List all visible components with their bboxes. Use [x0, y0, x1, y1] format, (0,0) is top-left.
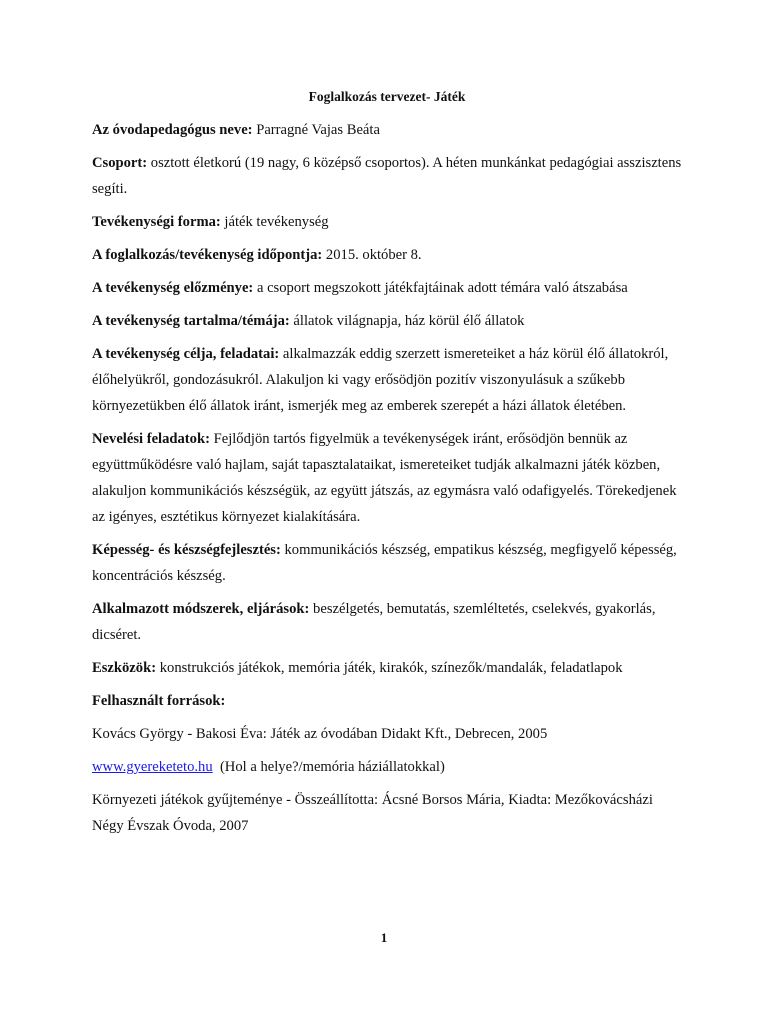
source-reference-1: Kovács György - Bakosi Éva: Játék az óvodában Didakt Kft., Debrecen, 2005: [92, 726, 548, 742]
field-methods: [92, 596, 682, 648]
field-label: A foglalkozás/tevékenység időpontja:: [92, 247, 323, 263]
page-number: 1: [380, 930, 388, 945]
field-label: Tevékenységi forma:: [92, 214, 221, 230]
field-antecedent: [92, 275, 682, 301]
field-label: A tevékenység célja, feladatai:: [92, 346, 280, 362]
field-value: Fejlődjön tartós figyelmük a tevékenységek iránt, erősödjön bennük az együttműködésre való hajlam, saját tapasztalataikat, ismereteiket tudják alkalmazni játék közben, alakuljon kommunikációs készségük, az együtt játszás, az egymásra való odafigyelés. Törekedjenek az igényes, esztétikus környezet kialakítására.: [92, 431, 677, 525]
field-label: Eszközök:: [92, 660, 157, 676]
field-label: A tevékenység tartalma/témája:: [92, 313, 290, 329]
field-group: [92, 150, 682, 202]
field-label: Képesség- és készségfejlesztés:: [92, 542, 281, 558]
field-label: A tevékenység előzménye:: [92, 280, 254, 296]
source-link[interactable]: www.gyereketeto.hu: [92, 759, 213, 775]
field-value: játék tevékenység: [224, 214, 329, 230]
field-value: osztott életkorú (19 nagy, 6 középső csoportos). A héten munkánkat pedagógiai asszisztens segíti.: [92, 155, 682, 197]
field-label: Alkalmazott módszerek, eljárások:: [92, 601, 310, 617]
field-value: Parragné Vajas Beáta: [256, 122, 380, 138]
field-skill-development: [92, 537, 682, 589]
field-label: Nevelési feladatok:: [92, 431, 210, 447]
source-link-note: (Hol a helye?/memória háziállatokkal): [219, 759, 445, 775]
field-label: Csoport:: [92, 155, 148, 171]
document-body: [92, 84, 682, 846]
field-value: beszélgetés, bemutatás, szemléltetés, cselekvés, gyakorlás, dicséret.: [92, 601, 656, 643]
field-value: 2015. október 8.: [325, 247, 422, 263]
field-value: konstrukciós játékok, memória játék, kirakók, színezők/mandalák, feladatlapok: [159, 660, 623, 676]
field-value: kommunikációs készség, empatikus készség, megfigyelő képesség, koncentrációs készség.: [92, 542, 677, 584]
sources-heading-label: Felhasznált források:: [92, 693, 226, 709]
field-educational-tasks: [92, 426, 682, 530]
field-tools: [92, 655, 682, 681]
source-reference-3: Környezeti játékok gyűjteménye - Összeállította: Ácsné Borsos Mária, Kiadta: Mezőkovácsházi Négy Évszak Óvoda, 2007: [92, 792, 653, 834]
field-value: alkalmazzák eddig szerzett ismereteiket a ház körül élő állatokról, élőhelyükről, gondozásukról. Alakuljon ki vagy erősödjön pozitív viszonyulásuk a szűkebb környezetükben élő állatok iránt, ismerjék meg az emberek szerepét a házi állatok életében.: [92, 346, 669, 414]
field-topic: [92, 308, 682, 334]
field-label: Az óvodapedagógus neve:: [92, 122, 253, 138]
field-value: a csoport megszokott játékfajtáinak adott témára való átszabása: [256, 280, 628, 296]
sources-heading: [92, 688, 682, 714]
field-activity-form: [92, 209, 682, 235]
document-title: Foglalkozás tervezet- Játék: [308, 89, 466, 104]
field-teacher-name: [92, 117, 682, 143]
source-reference-2: [92, 754, 682, 780]
field-date: [92, 242, 682, 268]
field-goals: [92, 341, 682, 419]
field-value: állatok világnapja, ház körül élő állatok: [293, 313, 525, 329]
